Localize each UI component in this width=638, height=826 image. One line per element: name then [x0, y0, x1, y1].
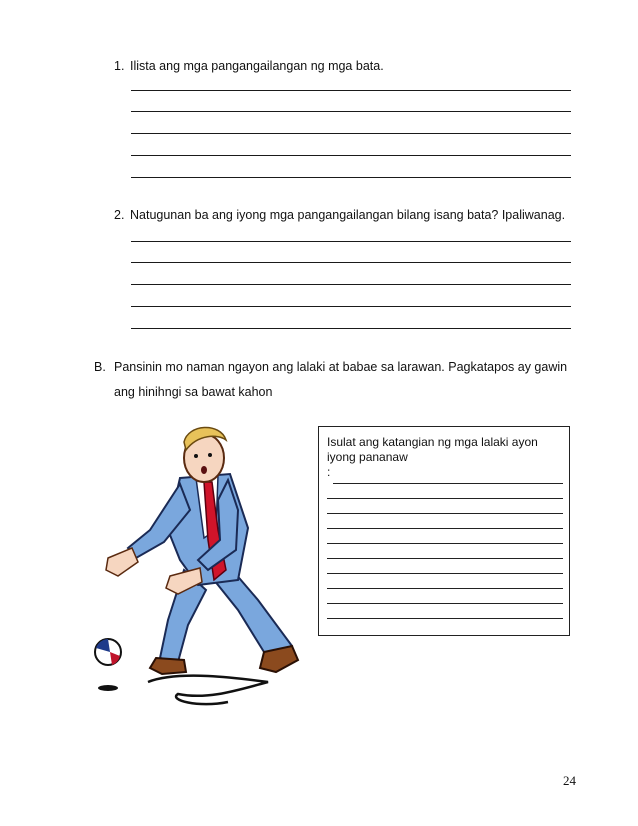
box-instruction	[327, 435, 559, 480]
answer-line-2-5[interactable]	[131, 328, 571, 329]
box-answer-line-10[interactable]	[327, 618, 563, 619]
section-b-line-2: ang hinihngi sa bawat kahon	[114, 385, 273, 399]
answer-line-1-5[interactable]	[131, 177, 571, 178]
box-answer-line-8[interactable]	[327, 588, 563, 589]
section-b-line-1: Pansinin mo naman ngayon ang lalaki at babae sa larawan. Pagkatapos ay gawin	[114, 360, 568, 374]
question-2-number: 2.	[114, 208, 125, 222]
answer-line-1-4[interactable]	[131, 155, 571, 156]
box-answer-line-5[interactable]	[327, 543, 563, 544]
man-illustration	[88, 420, 310, 710]
characteristics-box	[318, 426, 570, 636]
box-answer-line-4[interactable]	[327, 528, 563, 529]
box-instruction-line-2: iyong pananaw	[327, 450, 408, 464]
page-number: 24	[563, 773, 576, 788]
box-answer-line-1[interactable]	[333, 483, 563, 484]
answer-line-1-1[interactable]	[131, 90, 571, 91]
answer-line-2-2[interactable]	[131, 262, 571, 263]
question-2-text: Natugunan ba ang iyong mga pangangailangan bilang isang bata? Ipaliwanag.	[130, 208, 566, 222]
box-answer-line-7[interactable]	[327, 573, 563, 574]
section-b-letter: B.	[94, 360, 106, 374]
answer-line-2-3[interactable]	[131, 284, 571, 285]
box-answer-line-9[interactable]	[327, 603, 563, 604]
answer-line-1-2[interactable]	[131, 111, 571, 112]
answer-line-2-4[interactable]	[131, 306, 571, 307]
answer-line-1-3[interactable]	[131, 133, 571, 134]
box-answer-line-6[interactable]	[327, 558, 563, 559]
question-1-number: 1.	[114, 59, 125, 73]
box-instruction-line-3: :	[327, 465, 331, 479]
box-answer-line-2[interactable]	[327, 498, 563, 499]
answer-line-2-1[interactable]	[131, 241, 571, 242]
box-answer-line-3[interactable]	[327, 513, 563, 514]
question-1-text: Ilista ang mga pangangailangan ng mga bata.	[130, 59, 384, 73]
box-instruction-line-1: Isulat ang katangian ng mga lalaki ayon	[327, 435, 538, 449]
